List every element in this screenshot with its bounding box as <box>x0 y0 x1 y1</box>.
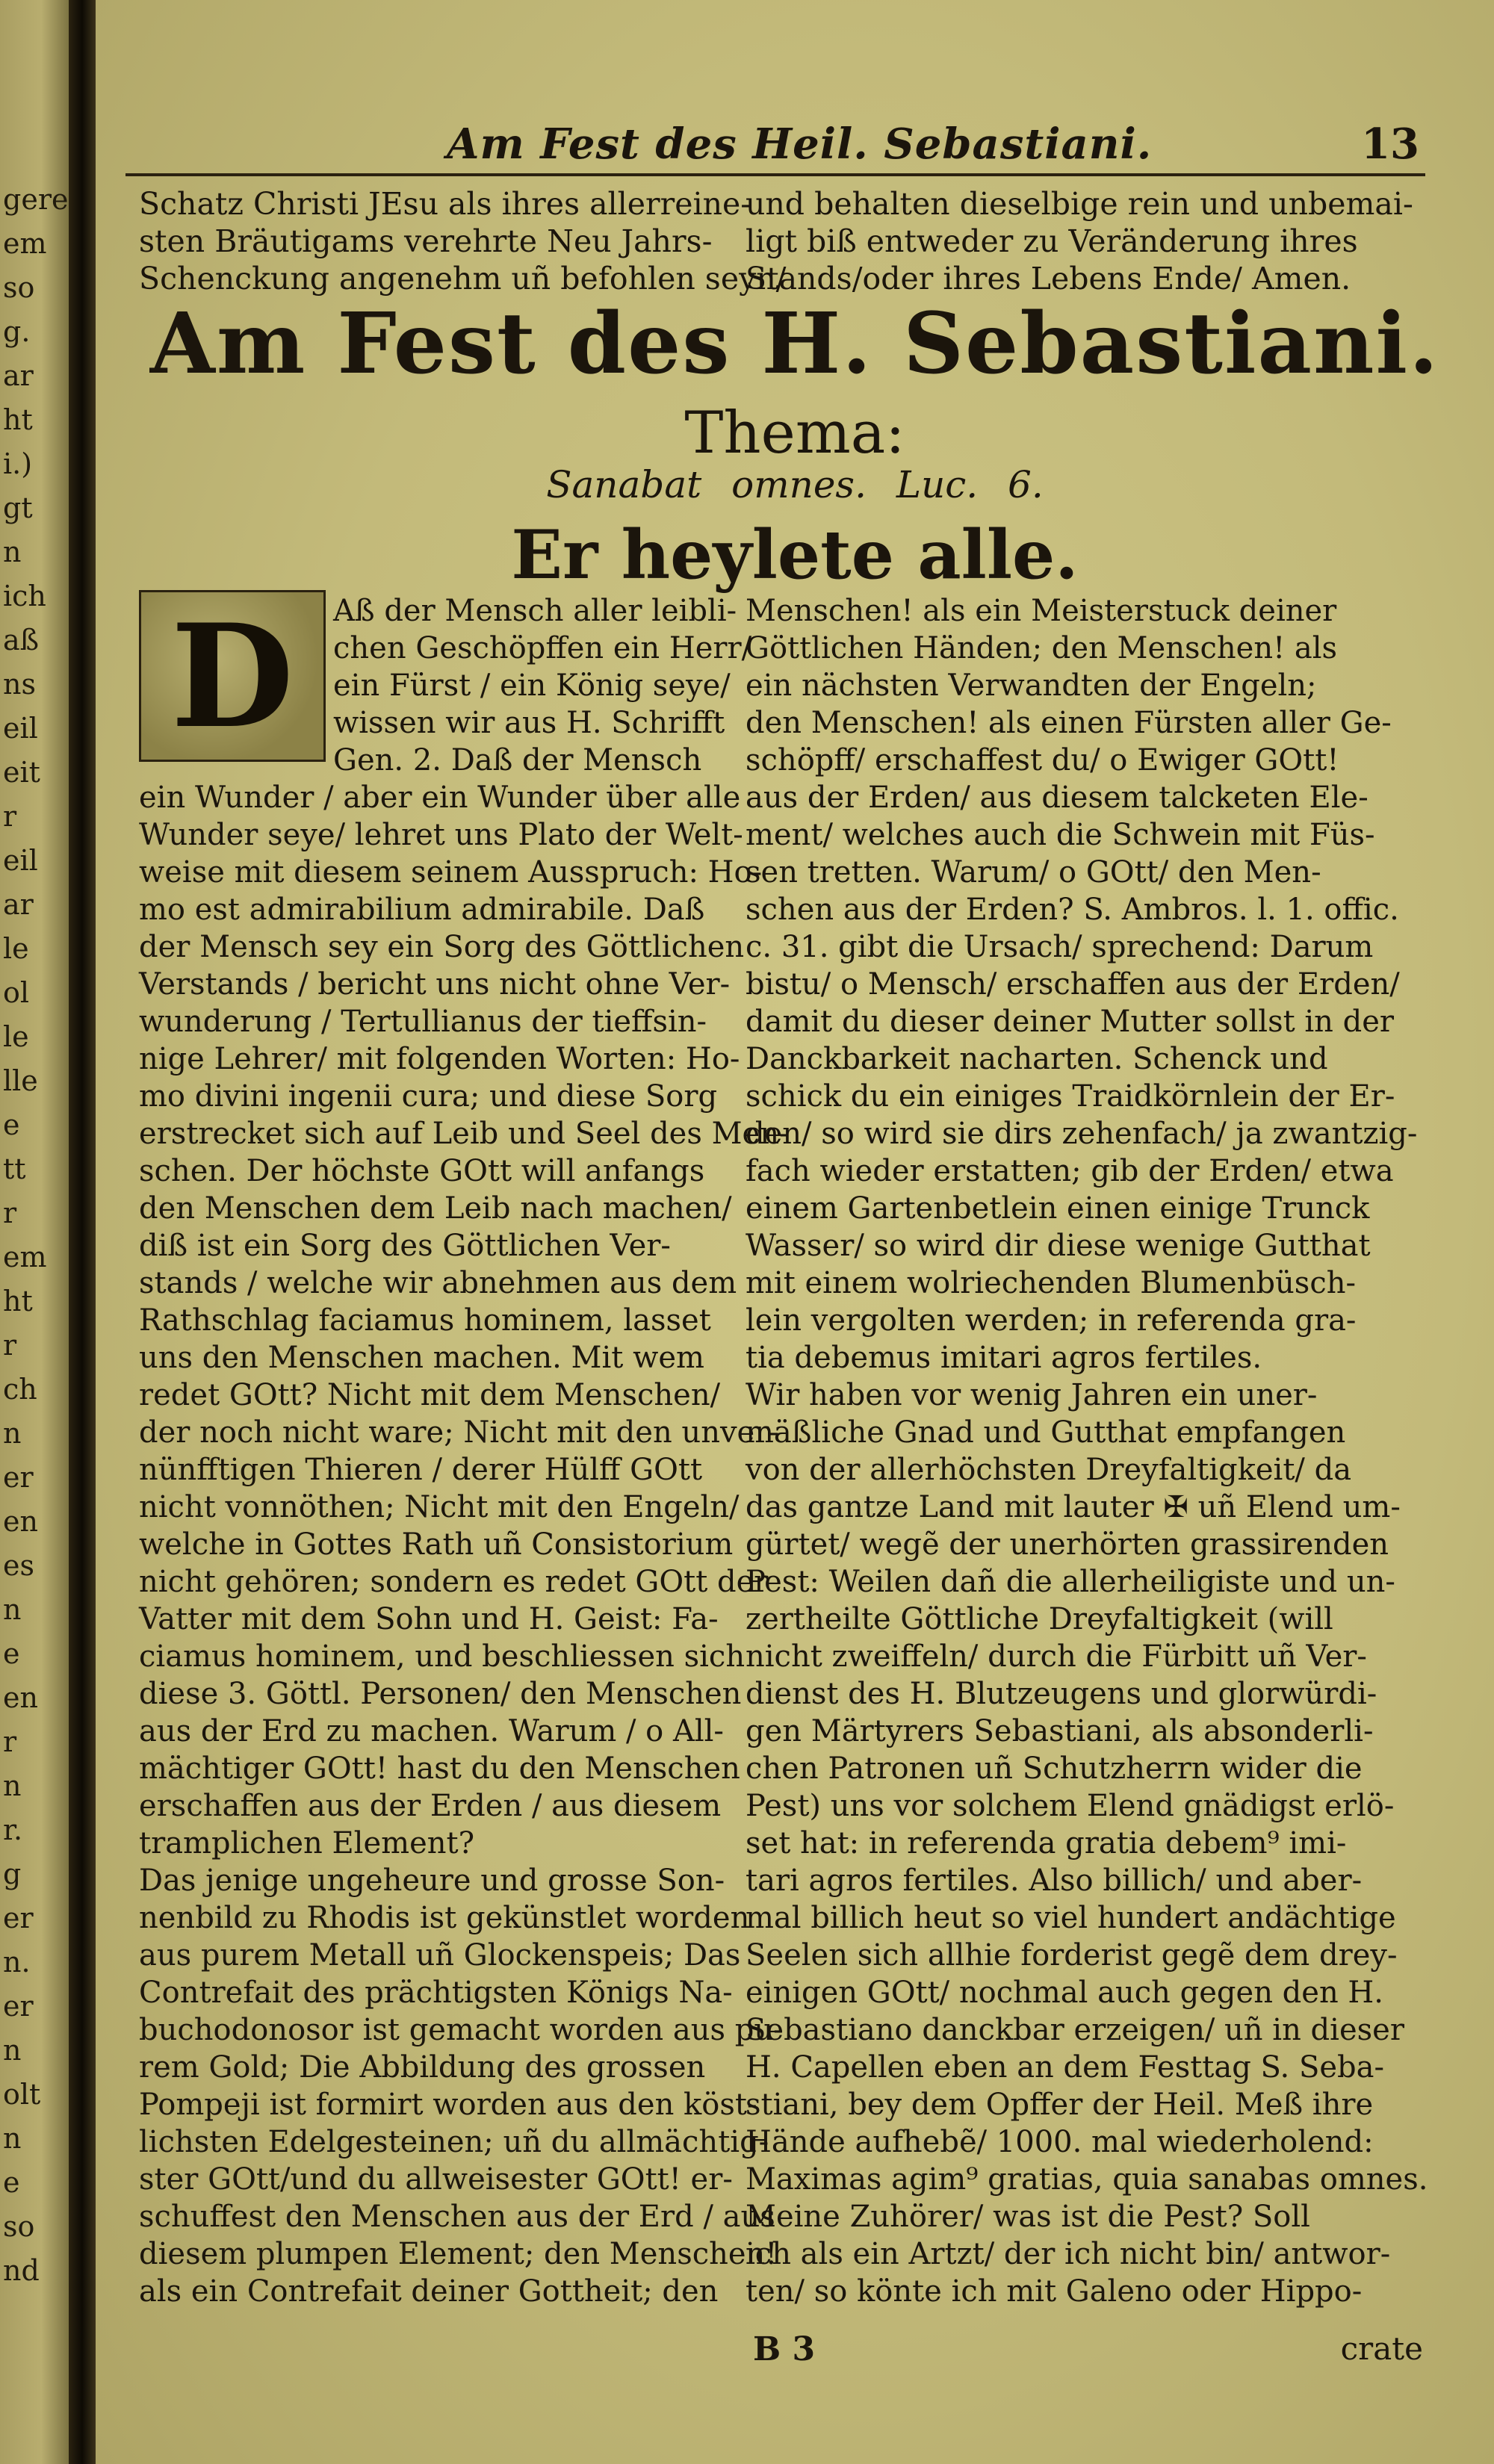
text-line: als ein Contrefait deiner Gottheit; den <box>139 2274 719 2309</box>
text-line: tari agros fertiles. Also billich/ und aber- <box>746 1863 1363 1898</box>
previous-page-fragment: ich <box>3 580 46 612</box>
text-line: weise mit diesem seinem Ausspruch: Ho- <box>139 855 763 890</box>
previous-page-fragment: er <box>3 1902 34 1934</box>
text-line: schöpff/ erschaffest du/ o Ewiger GOtt! <box>746 743 1339 778</box>
text-line: Wir haben vor wenig Jahren ein uner- <box>746 1378 1318 1412</box>
text-line: Stands/oder ihres Lebens Ende/ Amen. <box>746 261 1351 297</box>
previous-page-fragment: olt <box>3 2078 41 2111</box>
previous-section-left <box>139 185 787 297</box>
text-line: tramplichen Element? <box>139 1826 475 1861</box>
text-line: ich als ein Artzt/ der ich nicht bin/ antwor- <box>746 2237 1391 2271</box>
previous-page-fragment: n <box>3 1417 22 1450</box>
text-line: sen tretten. Warum/ o GOtt/ den Men- <box>746 855 1321 890</box>
text-line: nicht vonnöthen; Nicht mit den Engeln/ <box>139 1490 740 1524</box>
text-line: Menschen! als ein Meisterstuck deiner <box>746 594 1337 628</box>
previous-page-fragment: ht <box>3 403 33 436</box>
previous-page-fragment: en <box>3 1681 38 1714</box>
text-line: H. Capellen eben an dem Festtag S. Seba- <box>746 2050 1384 2085</box>
previous-page-fragment: eil <box>3 712 38 745</box>
text-line: welche in Gottes Rath uñ Consistorium <box>139 1527 734 1562</box>
previous-page-fragment: le <box>3 932 29 965</box>
text-line: diesem plumpen Element; den Menschen! <box>139 2237 778 2271</box>
main-heading: Am Fest des H. Sebastiani. <box>149 295 1440 393</box>
scripture-reference: Sanabat omnes. Luc. 6. <box>546 463 1044 506</box>
text-line: wunderung / Tertullianus der tieffsin- <box>139 1005 707 1039</box>
sermon-title: Er heylete alle. <box>511 515 1079 595</box>
previous-page-fragment: en <box>3 1505 38 1538</box>
text-line: schen aus der Erden? S. Ambros. l. 1. offic. <box>746 893 1399 927</box>
text-line: einem Gartenbetlein einen einige Trunck <box>746 1191 1370 1226</box>
text-line: c. 31. gibt die Ursach/ sprechend: Darum <box>746 930 1374 964</box>
text-line: Das jenige ungeheure und grosse Son- <box>139 1863 725 1898</box>
text-line: lichsten Edelgesteinen; uñ du allmächtig- <box>139 2125 769 2159</box>
previous-page-fragment: r <box>3 1329 17 1362</box>
previous-page-fragment: ns <box>3 668 36 701</box>
text-line: chen Geschöpffen ein Herr/ <box>333 631 752 665</box>
previous-page-fragment: aß <box>3 624 40 657</box>
text-line: ciamus hominem, und beschliessen sich <box>139 1639 746 1674</box>
text-line: stands / welche wir abnehmen aus dem <box>139 1266 737 1300</box>
previous-page-fragment: em <box>3 227 47 260</box>
text-line: den Menschen! als einen Fürsten aller Ge- <box>746 706 1392 740</box>
text-line: mit einem wolriechenden Blumenbüsch- <box>746 1266 1356 1300</box>
previous-page-fragment: eit <box>3 756 40 789</box>
previous-page-fragment: e <box>3 1108 20 1141</box>
text-line: ten/ so könte ich mit Galeno oder Hippo- <box>746 2274 1363 2309</box>
text-line: fach wieder erstatten; gib der Erden/ etwa <box>746 1154 1394 1188</box>
text-line: bistu/ o Mensch/ erschaffen aus der Erden/ <box>746 967 1400 1002</box>
text-line: Göttlichen Händen; den Menschen! als <box>746 631 1338 665</box>
text-line: schuffest den Menschen aus der Erd / aus <box>139 2200 775 2234</box>
thema-label: Thema: <box>684 400 905 467</box>
text-line: set hat: in referenda gratia debem⁹ imi- <box>746 1826 1347 1861</box>
text-line: Schatz Christi JEsu als ihres allerreine- <box>139 186 751 222</box>
text-line: aus purem Metall uñ Glockenspeis; Das <box>139 1938 741 1973</box>
text-line: nünfftigen Thieren / derer Hülff GOtt <box>139 1453 703 1487</box>
previous-page-fragment: n <box>3 536 22 568</box>
previous-page-fragment: r. <box>3 1813 23 1846</box>
previous-page-edge <box>0 0 69 2464</box>
text-line: wissen wir aus H. Schrifft <box>333 706 725 740</box>
previous-page-fragment: gt <box>3 491 33 524</box>
text-line: stiani, bey dem Opffer der Heil. Meß ihre <box>746 2088 1374 2122</box>
text-line: nicht gehören; sondern es redet GOtt der <box>139 1565 769 1599</box>
text-line: dienst des H. Blutzeugens und glorwürdi- <box>746 1677 1377 1711</box>
previous-page-fragment: le <box>3 1020 29 1053</box>
text-line: der Mensch sey ein Sorg des Göttlichen <box>139 930 745 964</box>
text-line: nige Lehrer/ mit folgenden Worten: Ho- <box>139 1042 740 1076</box>
text-line: ligt biß entweder zu Veränderung ihres <box>746 223 1358 259</box>
text-line: ein Wunder / aber ein Wunder über alle <box>139 781 741 815</box>
text-line: nenbild zu Rhodis ist gekünstlet worden <box>139 1901 750 1935</box>
previous-page-fragment: er <box>3 1990 34 2023</box>
previous-page-fragment: r <box>3 1197 17 1229</box>
text-line: erschaffen aus der Erden / aus diesem <box>139 1789 722 1823</box>
text-line: Sebastiano danckbar erzeigen/ uñ in dieser <box>746 2013 1404 2047</box>
text-line: Hände aufhebẽ/ 1000. mal wiederholend: <box>746 2125 1374 2159</box>
previous-page-fragment: so <box>3 2210 35 2243</box>
text-line: lein vergolten werden; in referenda gra- <box>746 1303 1357 1338</box>
text-line: Rathschlag faciamus hominem, lasset <box>139 1303 711 1338</box>
text-line: nicht zweiffeln/ durch die Fürbitt uñ Ver- <box>746 1639 1367 1674</box>
running-title: Am Fest des Heil. Sebastiani. <box>447 120 1153 169</box>
previous-page-fragment: r <box>3 1725 17 1758</box>
text-line: Maximas agim⁹ gratias, quia sanabas omnes. <box>746 2162 1428 2197</box>
text-line: und behalten dieselbige rein und unbemai- <box>746 186 1413 222</box>
previous-page-fragment: g. <box>3 315 31 348</box>
text-line: Contrefait des prächtigsten Königs Na- <box>139 1976 733 2010</box>
previous-page-fragment: g <box>3 1858 22 1890</box>
text-line: gen Märtyrers Sebastiani, als absonderli- <box>746 1714 1374 1748</box>
text-line: ment/ welches auch die Schwein mit Füs- <box>746 818 1375 852</box>
left-column-text <box>139 592 790 2310</box>
text-line: diß ist ein Sorg des Göttlichen Ver- <box>139 1229 671 1263</box>
text-line: den/ so wird sie dirs zehenfach/ ja zwantzig- <box>746 1117 1418 1151</box>
previous-section-right <box>746 185 1413 297</box>
text-line: Danckbarkeit nacharten. Schenck und <box>746 1042 1328 1076</box>
previous-page-fragment: nd <box>3 2254 40 2287</box>
text-line: Pompeji ist formirt worden aus den köst- <box>139 2088 757 2122</box>
page-footer <box>96 2330 1494 2375</box>
text-line: Vatter mit dem Sohn und H. Geist: Fa- <box>139 1602 719 1636</box>
previous-page-fragment: ar <box>3 888 34 921</box>
text-line: Wasser/ so wird dir diese wenige Gutthat <box>746 1229 1371 1263</box>
text-line: ster GOtt/und du allweisester GOtt! er- <box>139 2162 733 2197</box>
text-line: mächtiger GOtt! hast du den Menschen <box>139 1751 740 1786</box>
previous-page-fragment: em <box>3 1241 47 1273</box>
text-line: Pest) uns vor solchem Elend gnädigst erlö- <box>746 1789 1395 1823</box>
text-line: uns den Menschen machen. Mit wem <box>139 1341 704 1375</box>
previous-page-fragment: er <box>3 1461 34 1494</box>
catchword: crate <box>1340 2330 1423 2367</box>
signature-mark: B 3 <box>753 2330 816 2368</box>
previous-page-fragment: tt <box>3 1152 26 1185</box>
text-line: aus der Erden/ aus diesem talcketen Ele- <box>746 781 1369 815</box>
decorated-initial: D <box>139 590 326 762</box>
header-rule <box>125 173 1425 176</box>
right-column-text <box>746 592 1428 2310</box>
text-line: zertheilte Göttliche Dreyfaltigkeit (will <box>746 1602 1333 1636</box>
text-line: mo est admirabilium admirabile. Daß <box>139 893 705 927</box>
text-line: Pest: Weilen dañ die allerheiligiste und un- <box>746 1565 1395 1599</box>
text-line: Schenckung angenehm uñ befohlen seyn/ <box>139 261 787 297</box>
previous-page-fragment: ch <box>3 1373 37 1406</box>
previous-page-fragment: r <box>3 800 17 833</box>
text-line: redet GOtt? Nicht mit dem Menschen/ <box>139 1378 721 1412</box>
previous-page-fragment: e <box>3 2166 20 2199</box>
text-line: damit du dieser deiner Mutter sollst in der <box>746 1005 1395 1039</box>
book-gutter <box>69 0 96 2464</box>
text-line: schick du ein einiges Traidkörnlein der Er- <box>746 1079 1395 1114</box>
text-line: Aß der Mensch aller leibli- <box>333 594 737 628</box>
previous-page-fragment: e <box>3 1637 20 1670</box>
text-line: Gen. 2. Daß der Mensch <box>333 743 702 778</box>
previous-page-fragment: es <box>3 1549 34 1582</box>
previous-page-fragment: n <box>3 1593 22 1626</box>
text-line: sten Bräutigams verehrte Neu Jahrs- <box>139 223 713 259</box>
text-line: erstrecket sich auf Leib und Seel des Men- <box>139 1117 790 1151</box>
text-line: von der allerhöchsten Dreyfaltigkeit/ da <box>746 1453 1352 1487</box>
previous-page-fragment: n <box>3 1769 22 1802</box>
text-line: Meine Zuhörer/ was ist die Pest? Soll <box>746 2200 1310 2234</box>
text-line: gürtet/ wegẽ der unerhörten grassirenden <box>746 1527 1389 1562</box>
text-line: schen. Der höchste GOtt will anfangs <box>139 1154 705 1188</box>
page-number: 13 <box>1361 120 1419 169</box>
previous-page-fragment: n. <box>3 1946 31 1979</box>
text-line: buchodonosor ist gemacht worden aus pu- <box>139 2013 784 2047</box>
text-line: ein nächsten Verwandten der Engeln; <box>746 668 1317 703</box>
text-line: das gantze Land mit lauter ✠ uñ Elend um- <box>746 1490 1401 1524</box>
text-line: mäßliche Gnad und Gutthat empfangen <box>746 1415 1346 1450</box>
text-line: rem Gold; Die Abbildung des grossen <box>139 2050 706 2085</box>
text-line: Wunder seye/ lehret uns Plato der Welt- <box>139 818 743 852</box>
previous-page-fragment: i.) <box>3 447 33 480</box>
text-line: den Menschen dem Leib nach machen/ <box>139 1191 732 1226</box>
text-line: chen Patronen uñ Schutzherrn wider die <box>746 1751 1363 1786</box>
text-line: tia debemus imitari agros fertiles. <box>746 1341 1262 1375</box>
previous-page-fragment: lle <box>3 1064 38 1097</box>
text-line: aus der Erd zu machen. Warum / o All- <box>139 1714 724 1748</box>
text-line: diese 3. Göttl. Personen/ den Menschen <box>139 1677 742 1711</box>
previous-page-fragment: so <box>3 271 35 304</box>
previous-page-fragment: ht <box>3 1285 33 1318</box>
book-page <box>96 0 1494 2464</box>
previous-page-fragment: ol <box>3 976 30 1009</box>
running-head <box>96 120 1494 172</box>
text-line: der noch nicht ware; Nicht mit den unver- <box>139 1415 779 1450</box>
previous-page-fragment: ar <box>3 359 34 392</box>
text-line: Verstands / bericht uns nicht ohne Ver- <box>139 967 731 1002</box>
text-line: mo divini ingenii cura; und diese Sorg <box>139 1079 718 1114</box>
previous-page-fragment: n <box>3 2122 22 2155</box>
previous-page-fragment: eil <box>3 844 38 877</box>
text-line: ein Fürst / ein König seye/ <box>333 668 731 703</box>
previous-page-fragment: n <box>3 2034 22 2067</box>
previous-page-fragment: gere <box>3 183 69 216</box>
text-line: Seelen sich allhie forderist gegẽ dem drey- <box>746 1938 1398 1973</box>
text-line: mal billich heut so viel hundert andächtige <box>746 1901 1396 1935</box>
text-line: einigen GOtt/ nochmal auch gegen den H. <box>746 1976 1384 2010</box>
